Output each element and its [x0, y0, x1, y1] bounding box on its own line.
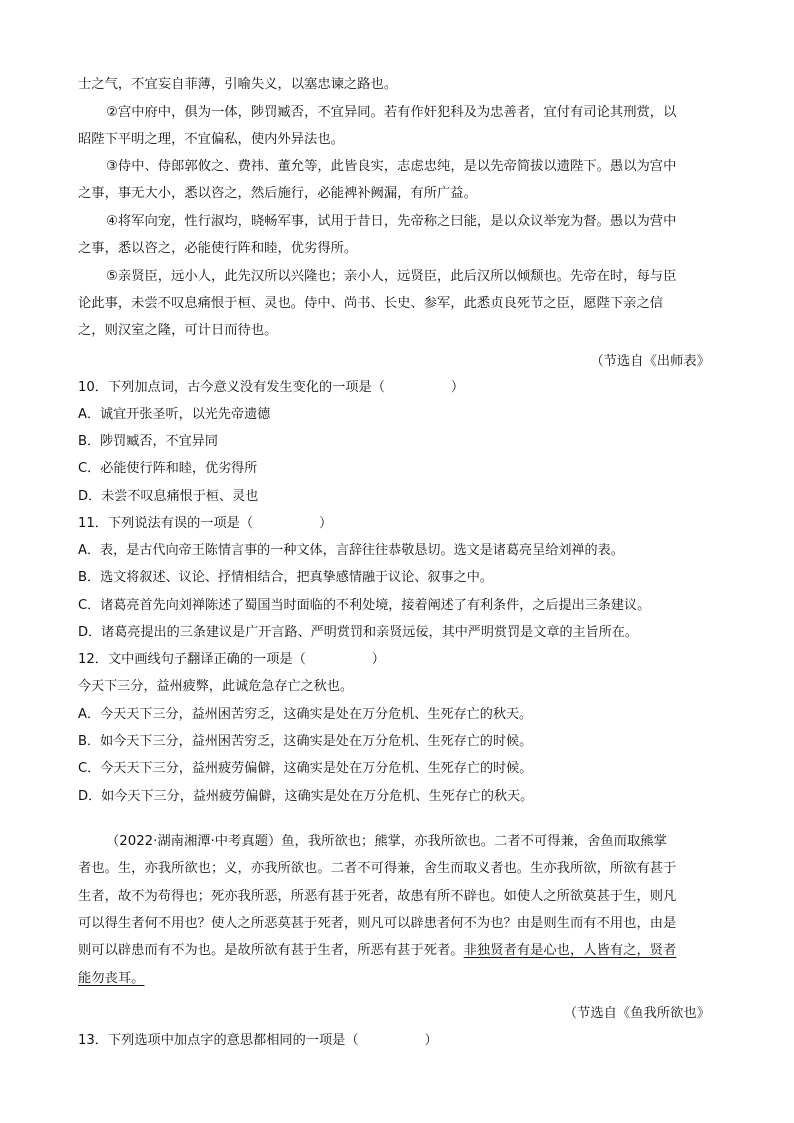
passage1-line-4: ③侍中、侍郎郭攸之、费祎、董允等，此皆良实，志虑忠纯，是以先帝简拔以遗陛下。愚以为宫中	[106, 159, 677, 174]
question-12-option-d: D．如今天下三分，益州疲劳偏僻，这确实是处在万分危机、生死存亡的秋天。	[78, 789, 534, 804]
passage1-line-7: 之事，悉以咨之，必能使行阵和睦，优劣得所。	[78, 241, 358, 256]
question-10-option-a: A．诚宜开张圣听，以光先帝遗德	[78, 407, 271, 422]
question-12-stem: 12．文中画线句子翻译正确的一项是（ ）	[78, 652, 385, 667]
passage1-line-10: 之，则汉室之隆，可计日而待也。	[78, 323, 278, 338]
passage1-line-2: ②宫中府中，俱为一体，陟罚臧否，不宜异同。若有作奸犯科及为忠善者，宜付有司论其刑赏，以	[106, 105, 677, 120]
question-10-option-d: D．未尝不叹息痛恨于桓、灵也	[78, 489, 259, 504]
passage1-line-8: ⑤亲贤臣，远小人，此先汉所以兴隆也；亲小人，远贤臣，此后汉所以倾颓也。先帝在时，每与臣	[106, 269, 677, 284]
passage2-line-5	[78, 942, 718, 960]
question-12-option-a: A．今天天下三分，益州困苦穷乏，这确实是处在万分危机、生死存亡的秋天。	[78, 707, 533, 722]
question-10-option-b: B．陟罚臧否，不宜异同	[78, 434, 218, 449]
question-12-option-c: C．今天天下三分，益州疲劳偏僻，这确实是处在万分危机、生死存亡的时候。	[78, 761, 533, 776]
question-11-option-d: D．诸葛亮提出的三条建议是广开言路、严明赏罚和亲贤远佞，其中严明赏罚是文章的主旨所在。	[78, 625, 639, 640]
passage1-line-9: 论此事，未尝不叹息痛恨于桓、灵也。侍中、尚书、长史、参军，此悉贞良死节之臣，愿陛下亲之信	[78, 296, 664, 311]
passage2-line-2: 者也。生，亦我所欲也；义，亦我所欲也。二者不可得兼，舍生而取义者也。生亦我所欲，所欲有甚于	[78, 861, 677, 876]
passage2-source: （节选自《鱼我所欲也》	[563, 1006, 710, 1021]
passage1-line-1: 士之气，不宜妄自菲薄，引喻失义，以塞忠谏之路也。	[78, 77, 398, 92]
question-11-stem: 11．下列说法有误的一项是（ ）	[78, 516, 333, 531]
question-10-option-c: C．必能使行阵和睦，优劣得所	[78, 461, 258, 476]
question-11-option-a: A．表，是古代向帝王陈情言事的一种文体，言辞往往恭敬恳切。选文是诸葛亮呈给刘禅的表。	[78, 543, 624, 558]
question-10-stem: 10．下列加点词，古今意义没有发生变化的一项是（ ）	[78, 380, 465, 395]
passage2-line-1: （2022·湖南湘潭·中考真题）鱼，我所欲也；熊掌，亦我所欲也。二者不可得兼，舍鱼而取熊掌	[106, 834, 667, 849]
passage2-line-5-text: 则可以辟患而有不为也。是故所欲有甚于生者，所恶有甚于死者。	[78, 943, 464, 958]
question-11-option-b: B．选文将叙述、议论、抒情相结合，把真挚感情融于议论、叙事之中。	[78, 570, 493, 585]
underlined-sentence-part-1: 非独贤者有是心也，人皆有之，贤者	[463, 943, 677, 958]
question-11-option-c: C．诸葛亮首先向刘禅陈述了蜀国当时面临的不利处境，接着阐述了有利条件，之后提出三条建议。	[78, 598, 651, 613]
passage1-source: （节选自《出师表》	[590, 354, 710, 369]
passage2-line-4: 可以得生者何不用也？使人之所恶莫甚于死者，则凡可以辟患者何不为也？由是则生而有不用也，由是	[78, 916, 677, 931]
passage1-line-5: 之事，事无大小，悉以咨之，然后施行，必能裨补阙漏，有所广益。	[78, 186, 477, 201]
question-13-stem: 13．下列选项中加点字的意思都相同的一项是（ ）	[78, 1033, 438, 1048]
question-12-sentence: 今天下三分，益州疲弊，此诚危急存亡之秋也。	[78, 679, 353, 694]
passage1-line-3: 昭陛下平明之理，不宜偏私，使内外异法也。	[78, 132, 344, 147]
underlined-sentence-part-2: 能勿丧耳。	[78, 971, 145, 986]
passage1-line-6: ④将军向宠，性行淑均，晓畅军事，试用于昔日，先帝称之曰能，是以众议举宠为督。愚以为营中	[106, 214, 677, 229]
passage2-line-6	[78, 970, 718, 988]
passage2-line-3: 生者，故不为苟得也；死亦我所恶，所恶有甚于死者，故患有所不辟也。如使人之所欲莫甚于生，则凡	[78, 889, 677, 904]
question-12-option-b: B．如今天下三分，益州困苦穷乏，这确实是处在万分危机、生死存亡的时候。	[78, 734, 533, 749]
